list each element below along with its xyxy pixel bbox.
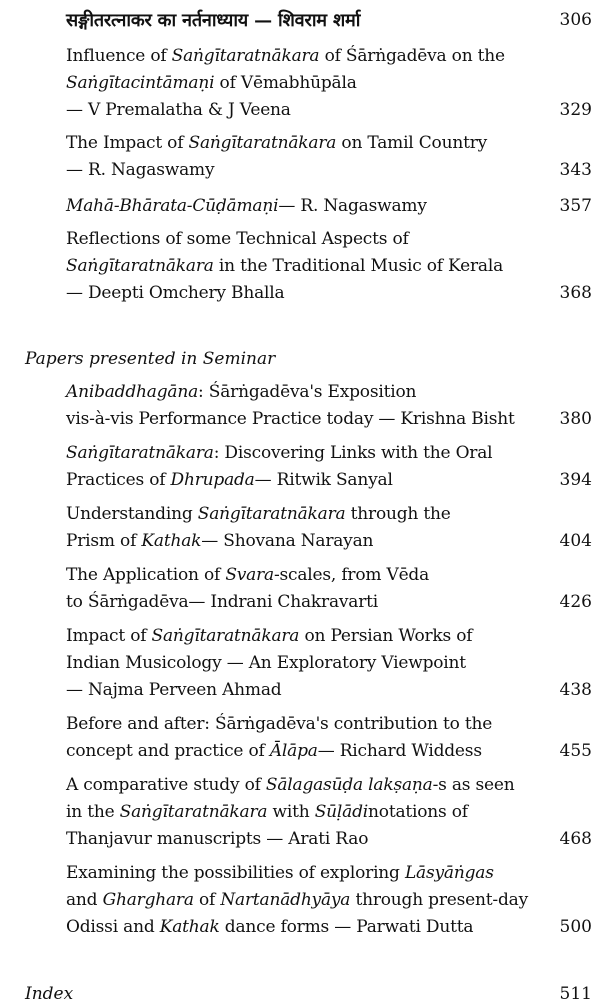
title-text: — Ritwik Sanyal bbox=[254, 470, 393, 490]
title-text: Practices of bbox=[66, 470, 171, 490]
title-text: in the Traditional Music of Kerala bbox=[213, 256, 503, 276]
entry-title-line bbox=[66, 677, 592, 704]
title-text: — Najma Perveen Ahmad bbox=[66, 680, 282, 700]
page-number: 380 bbox=[559, 409, 592, 429]
title-text: Prism of bbox=[66, 531, 142, 551]
italic-term: Anibaddhagāna bbox=[66, 382, 199, 402]
italic-term: Mahā-Bhārata-Cūḍāmaṇi bbox=[66, 196, 279, 216]
title-text: -s as seen bbox=[432, 775, 515, 795]
entry-title-line bbox=[66, 711, 592, 738]
entry-title-line bbox=[66, 226, 592, 253]
page-number: 329 bbox=[559, 100, 592, 120]
italic-term: Saṅgītaratnākara bbox=[188, 133, 337, 153]
italic-term: Nartanādhyāya bbox=[220, 890, 351, 910]
entry-title-line bbox=[66, 914, 592, 941]
toc-entry[interactable] bbox=[66, 501, 592, 555]
italic-term: Saṅgītaratnākara bbox=[119, 802, 268, 822]
title-text: concept and practice of bbox=[66, 741, 270, 761]
title-text: Reflections of some Technical Aspects of bbox=[66, 229, 409, 249]
title-text: through present-day bbox=[350, 890, 528, 910]
entry-title-line bbox=[66, 528, 592, 555]
page-number: 438 bbox=[559, 680, 592, 700]
italic-term: Saṅgītaratnākara bbox=[151, 626, 300, 646]
toc-entry[interactable] bbox=[66, 130, 592, 184]
italic-term: Gharghara bbox=[102, 890, 194, 910]
italic-term: Dhrupada bbox=[170, 470, 255, 490]
entry-title-line bbox=[66, 193, 592, 220]
title-text: Thanjavur manuscripts — Arati Rao bbox=[66, 829, 369, 849]
italic-term: Saṅgītaratnākara bbox=[171, 46, 320, 66]
title-text: -scales, from Vēda bbox=[273, 565, 430, 585]
entry-title-line bbox=[66, 562, 592, 589]
title-text: — Richard Widdess bbox=[317, 741, 482, 761]
italic-term: Saṅgītaratnākara bbox=[197, 504, 346, 524]
italic-term: Sūḷādi bbox=[314, 802, 369, 822]
page-number: 404 bbox=[559, 531, 592, 551]
entry-title-line bbox=[66, 7, 592, 34]
title-text: notations of bbox=[368, 802, 468, 822]
italic-term: Saṅgītacintāmaṇi bbox=[66, 73, 215, 93]
title-text: : Discovering Links with the Oral bbox=[213, 443, 493, 463]
title-text: through the bbox=[345, 504, 451, 524]
page-number: 343 bbox=[559, 160, 592, 180]
toc-entry[interactable] bbox=[66, 193, 592, 220]
toc-entry[interactable] bbox=[66, 711, 592, 765]
title-text: The Application of bbox=[66, 565, 226, 585]
title-text: Odissi and bbox=[66, 917, 160, 937]
title-text: A comparative study of bbox=[66, 775, 266, 795]
toc-entry[interactable] bbox=[66, 226, 592, 307]
title-text: — R. Nagaswamy bbox=[278, 196, 427, 216]
title-text: — Shovana Narayan bbox=[201, 531, 374, 551]
page-number: 357 bbox=[559, 196, 592, 216]
entry-title-line bbox=[66, 130, 592, 157]
entry-title-line bbox=[66, 280, 592, 307]
title-text: with bbox=[267, 802, 315, 822]
title-text: Impact of bbox=[66, 626, 152, 646]
title-text: — Deepti Omchery Bhalla bbox=[66, 283, 285, 303]
entry-title-line bbox=[66, 887, 592, 914]
italic-term: Ālāpa bbox=[269, 741, 318, 761]
title-text: and bbox=[66, 890, 103, 910]
italic-term: Svara bbox=[225, 565, 274, 585]
entry-title-line bbox=[66, 772, 592, 799]
toc-entry-index[interactable] bbox=[25, 981, 592, 1008]
italic-term: Saṅgītaratnākara bbox=[66, 256, 214, 276]
page-number: 468 bbox=[559, 829, 592, 849]
entry-title-line bbox=[66, 157, 592, 184]
title-text: dance forms — Parwati Dutta bbox=[219, 917, 474, 937]
toc-entry[interactable] bbox=[66, 440, 592, 494]
toc-entry[interactable] bbox=[66, 7, 592, 34]
entry-title-line bbox=[66, 623, 592, 650]
title-text: of bbox=[193, 890, 221, 910]
title-text: Influence of bbox=[66, 46, 172, 66]
entry-title-line bbox=[66, 501, 592, 528]
page-number: 394 bbox=[559, 470, 592, 490]
toc-entry[interactable] bbox=[66, 860, 592, 941]
title-text: of Vēmabhūpāla bbox=[214, 73, 357, 93]
title-text: in the bbox=[66, 802, 120, 822]
title-text: Indian Musicology — An Exploratory Viewpoint bbox=[66, 653, 466, 673]
title-text: The Impact of bbox=[66, 133, 189, 153]
entry-title-line bbox=[66, 440, 592, 467]
section-heading: Papers presented in Seminar bbox=[25, 349, 276, 369]
entry-title-line bbox=[66, 589, 592, 616]
title-text: सङ्गीतरत्नाकर का नर्तनाध्याय — शिवराम शर्मा bbox=[66, 10, 361, 31]
title-text: vis-à-vis Performance Practice today — Krishna Bisht bbox=[66, 409, 515, 429]
title-text: Before and after: Śārṅgadēva's contribution to the bbox=[66, 714, 493, 734]
entry-title-line bbox=[66, 70, 592, 97]
page-number: 455 bbox=[559, 741, 592, 761]
toc-entry[interactable] bbox=[66, 772, 592, 853]
entry-title-line bbox=[66, 467, 592, 494]
title-text: : Śārṅgadēva's Exposition bbox=[198, 382, 417, 402]
entry-title-line bbox=[66, 799, 592, 826]
entry-title-line bbox=[66, 379, 592, 406]
title-text: Examining the possibilities of exploring bbox=[66, 863, 405, 883]
italic-term: Saṅgītaratnākara bbox=[66, 443, 214, 463]
entry-title-line bbox=[66, 738, 592, 765]
entry-title-line bbox=[66, 406, 592, 433]
title-text: of Śārṅgadēva on the bbox=[319, 46, 505, 66]
page-number: 368 bbox=[559, 283, 592, 303]
page-number: 426 bbox=[559, 592, 592, 612]
toc-entry[interactable] bbox=[66, 562, 592, 616]
italic-term: Kathak bbox=[159, 917, 220, 937]
page-number: 511 bbox=[559, 984, 592, 1004]
title-text: Understanding bbox=[66, 504, 198, 524]
title-text: on Tamil Country bbox=[336, 133, 488, 153]
title-text: to Śārṅgadēva— Indrani Chakravarti bbox=[66, 592, 379, 612]
toc-entry[interactable] bbox=[66, 43, 592, 124]
title-text: — V Premalatha & J Veena bbox=[66, 100, 291, 120]
italic-term: Kathak bbox=[141, 531, 202, 551]
italic-term: Lāsyāṅgas bbox=[404, 863, 494, 883]
page-number: 306 bbox=[559, 10, 592, 30]
entry-title-line bbox=[66, 826, 592, 853]
entry-title-line bbox=[66, 97, 592, 124]
entry-title-line bbox=[66, 253, 592, 280]
page-number: 500 bbox=[559, 917, 592, 937]
toc-entry[interactable] bbox=[66, 379, 592, 433]
entry-title-line bbox=[66, 43, 592, 70]
title-text: on Persian Works of bbox=[299, 626, 473, 646]
toc-entry[interactable] bbox=[66, 623, 592, 704]
entry-title-line bbox=[66, 650, 592, 677]
entry-title-line bbox=[66, 860, 592, 887]
index-label: Index bbox=[25, 984, 74, 1004]
italic-term: Sālagasūḍa lakṣaṇa bbox=[265, 775, 433, 795]
title-text: — R. Nagaswamy bbox=[66, 160, 215, 180]
